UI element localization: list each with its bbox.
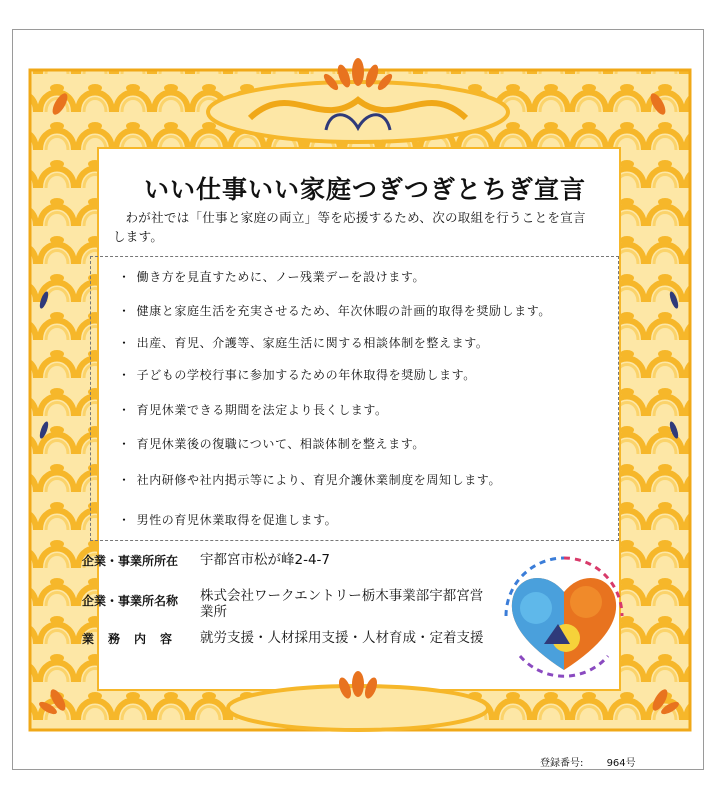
intro-line-1: わが社では「仕事と家庭の両立」等を応援するため、次の取組を行うことを宣言 [125,210,586,225]
list-item: ・ 男性の育児休業取得を促進します。 [118,511,337,528]
registration-number: 964号 [606,758,636,769]
list-item: ・ 育児休業後の復職について、相談体制を整えます。 [118,435,425,452]
address-value: 宇都宮市松が峰2-4-7 [200,552,331,568]
registration-label: 登録番号: [540,758,584,769]
company-name-label: 企業・事業所名称 [82,594,179,608]
list-item: ・ 子どもの学校行事に参加するための年休取得を奨励します。 [118,366,476,383]
intro-line-2: します。 [113,229,164,244]
list-item: ・ 働き方を見直すために、ノー残業デーを設けます。 [118,268,425,285]
list-item: ・ 出産、育児、介護等、家庭生活に関する相談体制を整えます。 [118,334,488,351]
company-name-value: 株式会社ワークエントリー栃木事業部宇都宮営業所 [200,588,484,620]
list-item: ・ 育児休業できる期間を法定より長くします。 [118,401,388,418]
list-item: ・ 健康と家庭生活を充実させるため、年次休暇の計画的取得を奨励します。 [118,302,551,319]
list-item: ・ 社内研修や社内掲示等により、育児介護休業制度を周知します。 [118,471,501,488]
intro-text [113,208,633,246]
business-value: 就労支援・人材採用支援・人材育成・定着支援 [200,630,484,646]
commitments-box [90,256,619,541]
declaration-title: いい仕事いい家庭つぎつぎとちぎ宣言 [143,175,586,204]
business-label: 業務内容 [82,632,187,646]
registration [540,754,636,769]
heart-family-icon [500,552,628,682]
address-label: 企業・事業所所在 [82,554,179,568]
